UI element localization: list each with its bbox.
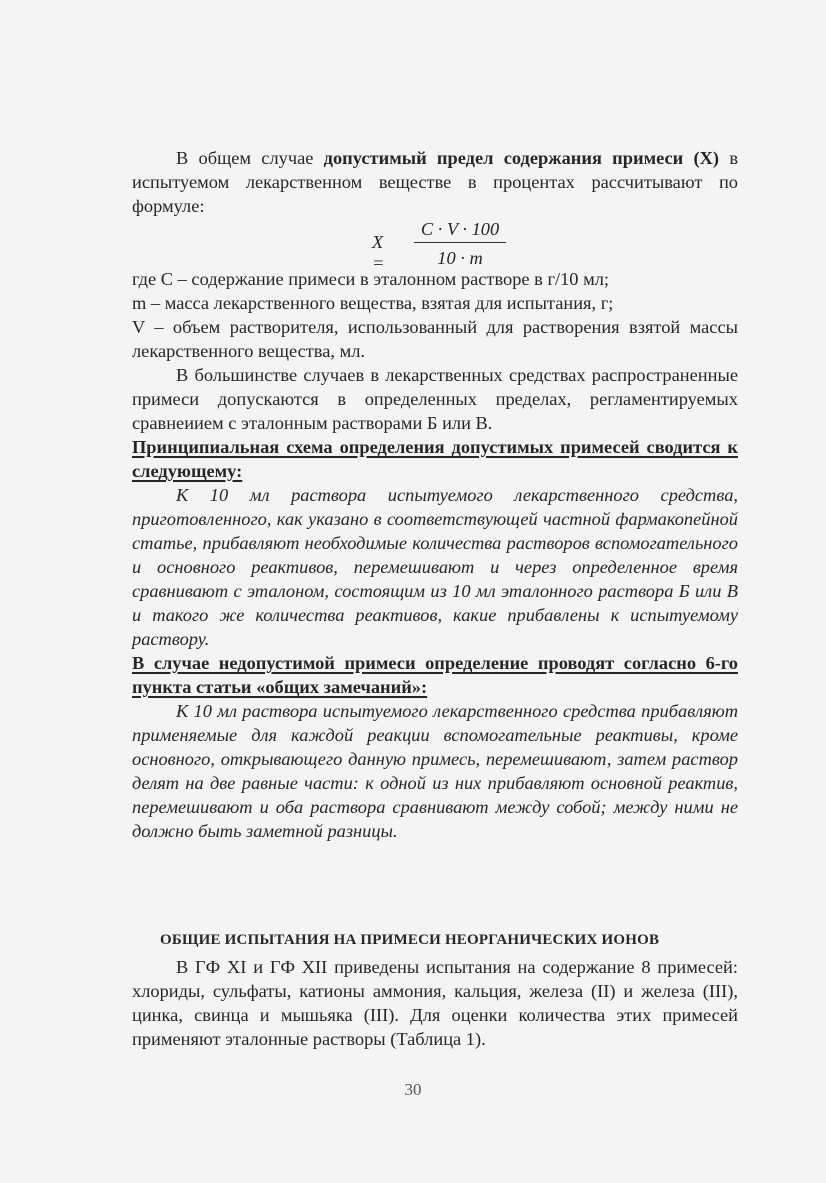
unacceptable-heading: В случае недопустимой примеси определение проводят согласно 6-го пункта статьи «общих замечаний»: xyxy=(132,653,738,697)
body-block xyxy=(132,267,738,843)
section-heading: ОБЩИЕ ИСПЫТАНИЯ НА ПРИМЕСИ НЕОРГАНИЧЕСКИХ ИОНОВ xyxy=(160,932,660,948)
para-majority: В большинстве случаев в лекарственных средствах распространенные примеси допускаются в определенных пределах, регламентируемых сравнеиием с эталонным растворами Б или В. xyxy=(132,365,738,433)
scheme-text: К 10 мл раствора испытуемого лекарственного средства, приготовленного, как указано в соответствующей частной фармакопейной статье, прибавляют необходимые количества растворов вспомогательного и основного реактивов, перемешивают и через определенное время сравнивают с эталоном, состоящим из 10 мл эталонного раствора Б или В и такого же количества реактивов, какие прибавлены к испытуемому раствору. xyxy=(132,485,738,649)
intro-bold-symbol: (X) xyxy=(693,148,720,168)
formula-denominator: 10 · m xyxy=(437,248,483,268)
definition-c: где С – содержание примеси в эталонном растворе в г/10 мл; xyxy=(132,269,610,289)
formula-lhs: X = xyxy=(372,232,385,273)
unacceptable-text: К 10 мл раствора испытуемого лекарственного средства прибавляют применяемые для каждой реакции вспомогательные реактивы, кроме основного, открывающего данную примесь, перемешивают, затем раствор делят на две равные части: к одной из них прибавляют основной реактив, перемешивают и оба раствора сравнивают между собой; между ними не должно быть заметной разницы. xyxy=(132,701,738,841)
definition-m: m – масса лекарственного вещества, взятая для испытания, г; xyxy=(132,293,614,313)
intro-paragraph xyxy=(132,146,738,218)
intro-bold-term: допустимый предел содержания примеси xyxy=(323,148,684,168)
scheme-heading: Принципиальная схема определения допустимых примесей сводится к следующему: xyxy=(132,437,738,481)
page-number: 30 xyxy=(404,1080,422,1099)
intro-pre: В общем случае xyxy=(176,148,324,168)
formula-numerator: C · V · 100 xyxy=(420,219,500,239)
section-text: В ГФ XI и ГФ XII приведены испытания на содержание 8 примесей: хлориды, сульфаты, катионы аммония, кальция, железа (II) и железа (III), цинка, свинца и мышьяка (III). Для оценки количества этих примесей применяют эталонные растворы (Таблица 1). xyxy=(132,957,738,1049)
fraction-bar xyxy=(414,242,506,243)
section-block xyxy=(132,955,738,1051)
formula-fraction xyxy=(414,218,506,269)
intro-text xyxy=(132,146,738,218)
definition-v: V – объем растворителя, использованный для растворения взятой массы лекарственного вещества, мл. xyxy=(132,317,738,361)
intro-rest: в испытуемом лекарственном веществе в процентах рассчитывают по формуле: xyxy=(132,148,739,216)
